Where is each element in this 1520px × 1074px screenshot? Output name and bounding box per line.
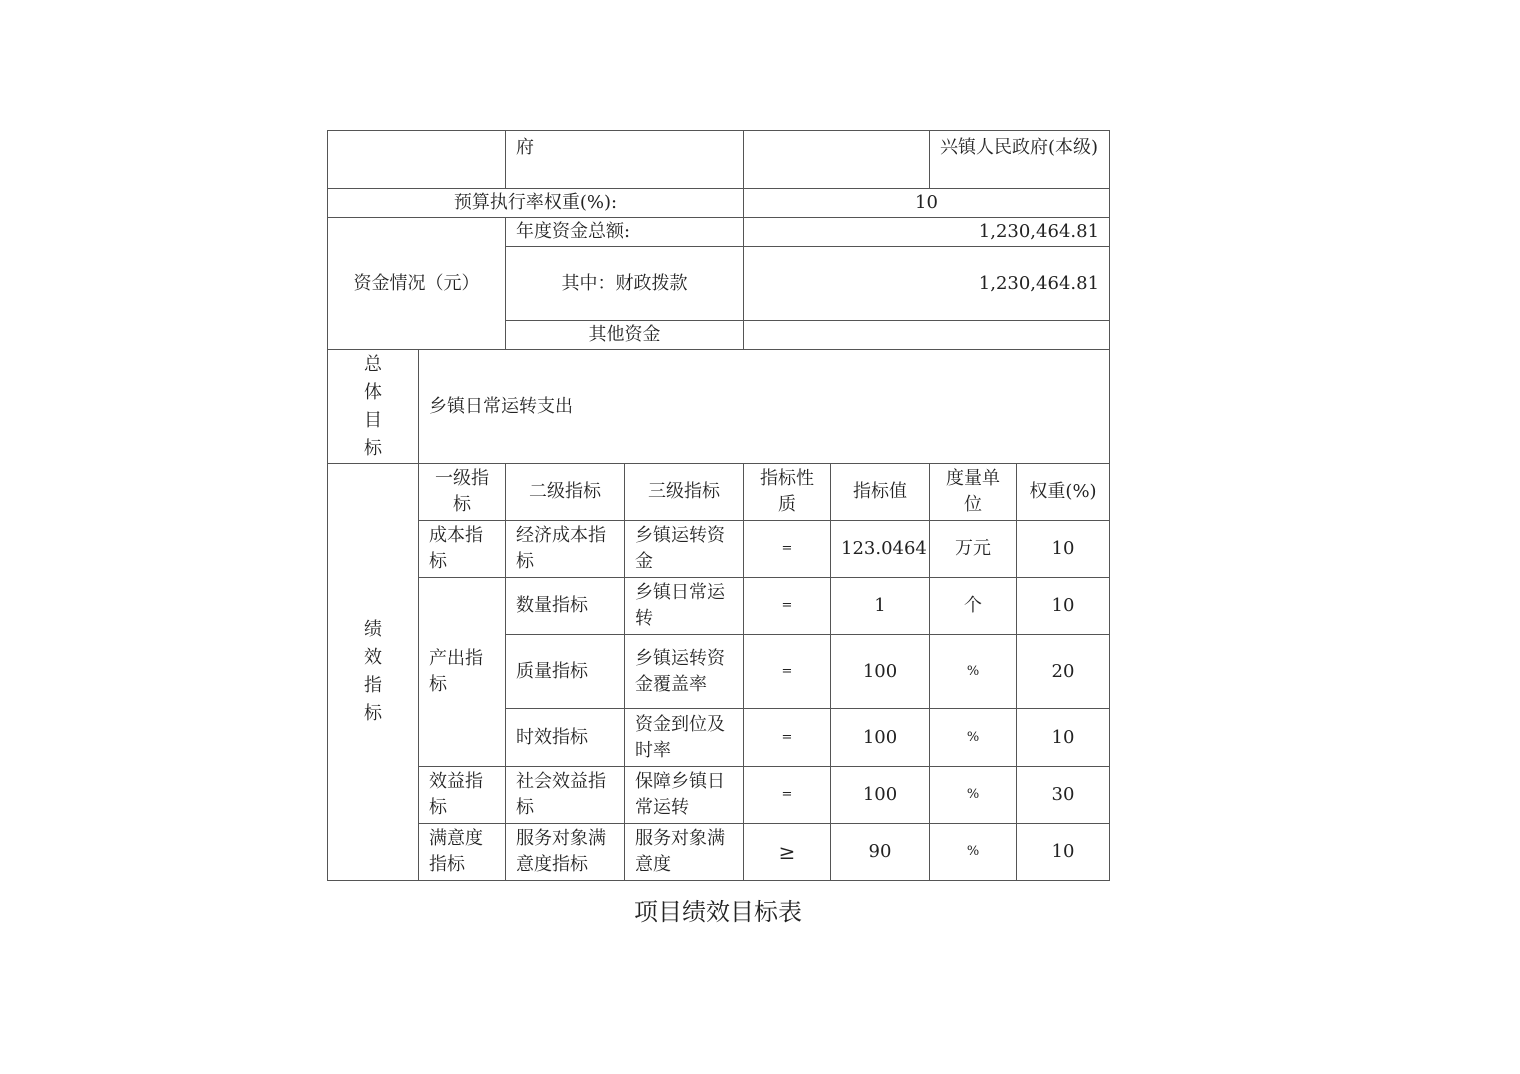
budget-rate-value: 10 xyxy=(744,189,1110,218)
cell-nature: = xyxy=(744,767,831,824)
cell-weight: 10 xyxy=(1017,578,1110,635)
cell-nature: = xyxy=(744,521,831,578)
cell-level3: 服务对象满意度 xyxy=(625,824,744,881)
header-cell-a xyxy=(328,131,506,189)
cell-value: 100 xyxy=(831,767,930,824)
overall-goal-row xyxy=(328,350,1110,464)
cell-level3: 乡镇运转资金覆盖率 xyxy=(625,635,744,709)
funds-other-value xyxy=(744,321,1110,350)
cell-unit: 万元 xyxy=(930,521,1017,578)
cell-weight: 10 xyxy=(1017,709,1110,767)
cell-level2: 数量指标 xyxy=(506,578,625,635)
cell-value: 100 xyxy=(831,709,930,767)
header-row xyxy=(328,131,1110,189)
header-cell-c xyxy=(744,131,930,189)
cell-unit: % xyxy=(930,635,1017,709)
cell-level3: 资金到位及时率 xyxy=(625,709,744,767)
cell-unit: % xyxy=(930,709,1017,767)
indicator-header-row xyxy=(328,464,1110,521)
funds-fiscal-label: 其中：财政拨款 xyxy=(506,247,744,321)
header-level2: 二级指标 xyxy=(506,464,625,521)
cell-level1: 成本指标 xyxy=(419,521,506,578)
header-nature: 指标性质 xyxy=(744,464,831,521)
header-cell-d: 兴镇人民政府(本级) xyxy=(930,131,1110,189)
cell-value: 1 xyxy=(831,578,930,635)
performance-label: 绩效指标 xyxy=(328,464,419,881)
performance-goal-table xyxy=(327,130,1110,881)
cell-weight: 20 xyxy=(1017,635,1110,709)
cell-unit: % xyxy=(930,767,1017,824)
cell-level2: 社会效益指标 xyxy=(506,767,625,824)
funds-total-row xyxy=(328,218,1110,247)
cell-level1: 满意度指标 xyxy=(419,824,506,881)
cell-nature: = xyxy=(744,578,831,635)
overall-goal-label: 总体目标 xyxy=(328,350,419,464)
budget-rate-row xyxy=(328,189,1110,218)
cell-level2: 时效指标 xyxy=(506,709,625,767)
cell-level2: 服务对象满意度指标 xyxy=(506,824,625,881)
header-level3: 三级指标 xyxy=(625,464,744,521)
cell-value: 90 xyxy=(831,824,930,881)
header-cell-b: 府 xyxy=(506,131,744,189)
budget-rate-label: 预算执行率权重(%): xyxy=(328,189,744,218)
cell-weight: 10 xyxy=(1017,824,1110,881)
header-weight: 权重(%) xyxy=(1017,464,1110,521)
table-caption: 项目绩效目标表 xyxy=(634,898,802,926)
cell-level1: 效益指标 xyxy=(419,767,506,824)
cell-unit: 个 xyxy=(930,578,1017,635)
funds-total-value: 1,230,464.81 xyxy=(744,218,1110,247)
table-row xyxy=(328,824,1110,881)
table-row xyxy=(328,521,1110,578)
funds-fiscal-value: 1,230,464.81 xyxy=(744,247,1110,321)
cell-unit: % xyxy=(930,824,1017,881)
cell-level3: 保障乡镇日常运转 xyxy=(625,767,744,824)
table-row xyxy=(328,767,1110,824)
cell-value: 123.0464 xyxy=(831,521,930,578)
cell-level2: 经济成本指标 xyxy=(506,521,625,578)
cell-nature: = xyxy=(744,635,831,709)
cell-value: 100 xyxy=(831,635,930,709)
overall-goal-value: 乡镇日常运转支出 xyxy=(419,350,1110,464)
header-level1: 一级指标 xyxy=(419,464,506,521)
header-unit: 度量单位 xyxy=(930,464,1017,521)
cell-nature: ≥ xyxy=(744,824,831,881)
funds-other-label: 其他资金 xyxy=(506,321,744,350)
cell-nature: = xyxy=(744,709,831,767)
cell-level3: 乡镇运转资金 xyxy=(625,521,744,578)
cell-level1: 产出指标 xyxy=(419,578,506,767)
cell-level3: 乡镇日常运转 xyxy=(625,578,744,635)
cell-weight: 30 xyxy=(1017,767,1110,824)
cell-level2: 质量指标 xyxy=(506,635,625,709)
header-value: 指标值 xyxy=(831,464,930,521)
funds-total-label: 年度资金总额: xyxy=(506,218,744,247)
funds-label: 资金情况（元） xyxy=(328,218,506,350)
table-row xyxy=(328,578,1110,635)
cell-weight: 10 xyxy=(1017,521,1110,578)
